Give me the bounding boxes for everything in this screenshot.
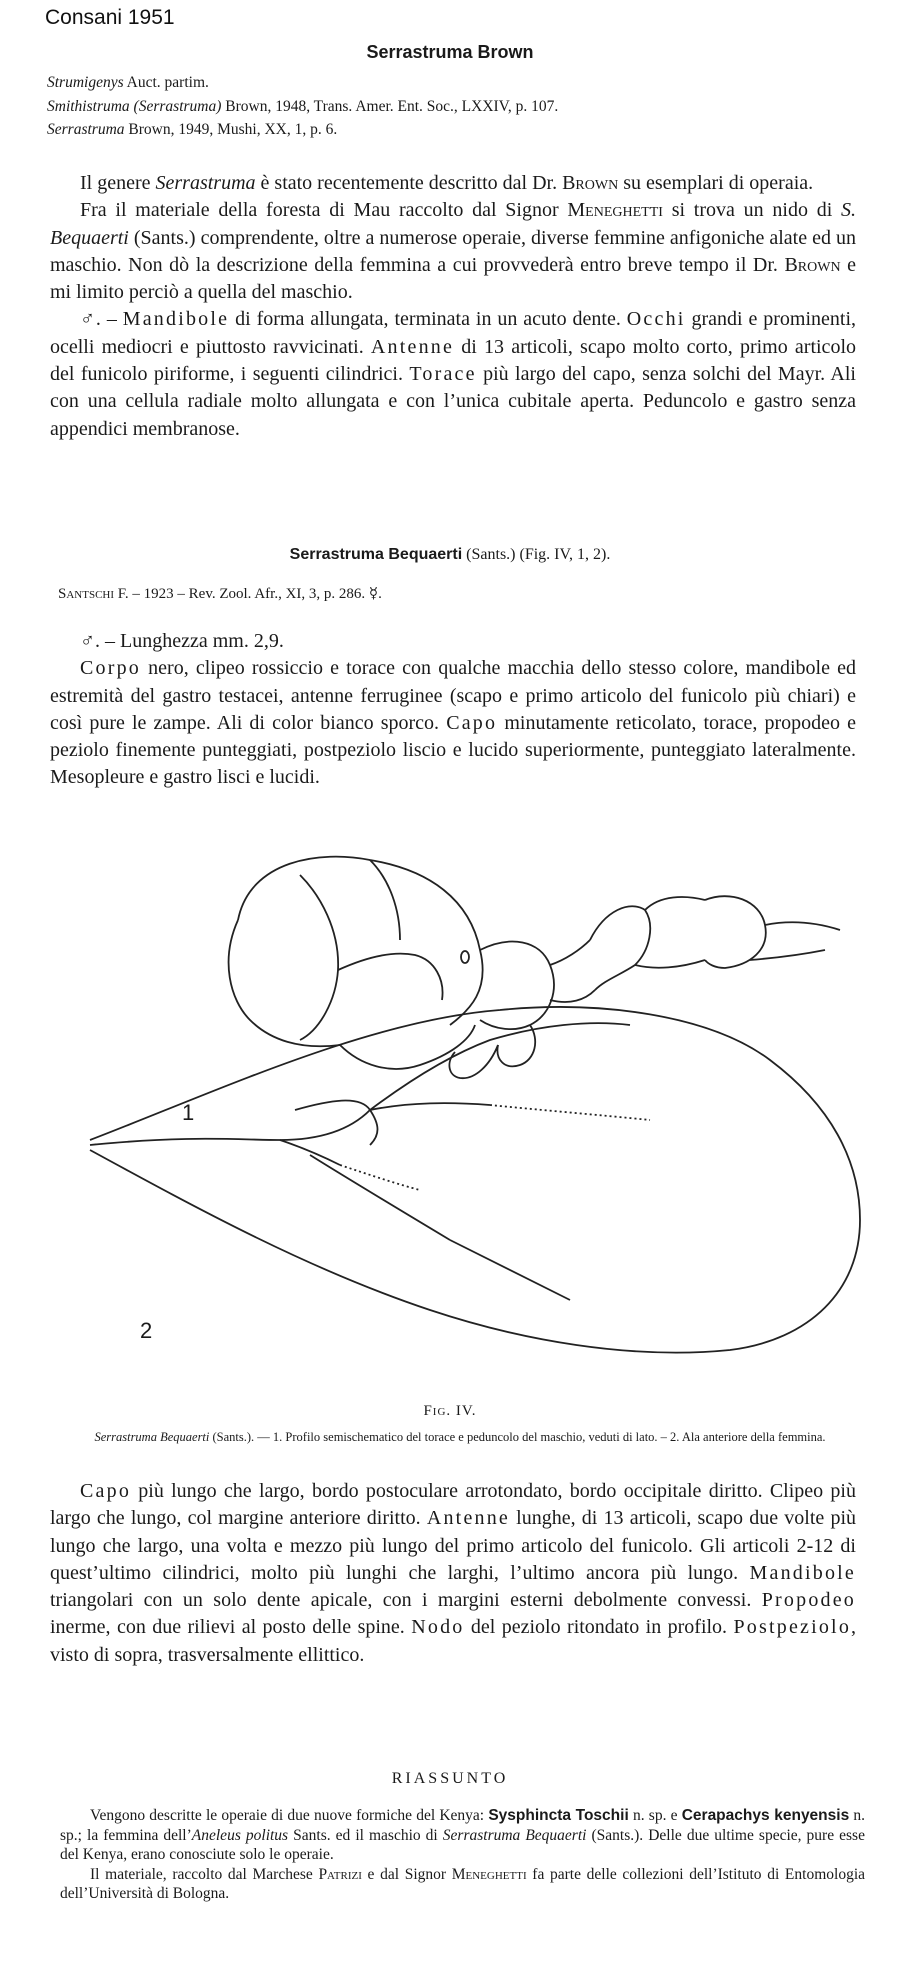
figure-title: Fig. IV.: [423, 1403, 477, 1419]
riassunto-paragraph-1: Vengono descritte le operaie di due nuove formiche del Kenya: Sysphincta Toschii n. sp. e Cerapachys kenyensis n. sp.; la femmina dell’Aneleus politus Sants. ed il maschio di Serrastruma Bequaerti (Sants.). Delle due ultime specie, pure esse del Kenya, erano conosciute solo le operaie.: [60, 1807, 866, 1863]
intro-paragraph-1: Il genere Serrastruma è stato recentemente descritto dal Dr. Brown su esemplari di operaia.: [80, 172, 814, 194]
worker-description: [50, 1478, 856, 1669]
species-reference: Santschi F. – 1923 – Rev. Zool. Afr., XI, 3, p. 286. ☿.: [58, 586, 382, 602]
riassunto-title: RIASSUNTO: [391, 1770, 509, 1787]
species-heading: Serrastruma Bequaerti (Sants.) (Fig. IV, 1, 2).: [289, 546, 611, 563]
source-tag: Consani 1951: [45, 6, 175, 29]
figure-caption: Serrastruma Bequaerti (Sants.). — 1. Profilo semischematico del torace e peduncolo del maschio, veduti di lato. – 2. Ala anteriore della femmina.: [94, 1430, 826, 1444]
thorax-profile-drawing: [229, 857, 840, 1079]
riassunto-body: [60, 1806, 865, 1904]
worker-description-text: Capo più lungo che largo, bordo postoculare arrotondato, bordo occipitale diritto. Clipeo più largo che lungo, col margine anteriore diritto. Antenne lunghe, di 13 articoli, scapo due volte più lungo che largo, una volta e mezzo più lungo del primo articolo del funicolo. Gli articoli 2-12 di quest’ultimo cilindrici, molto più lunghi che larghi, l’ultimo ancora più lungo. Mandibole triangolari con un solo dente apicale, con i margini esterni debolmente convessi. Propodeo inerme, con due rilievi al posto delle spine. Nodo del peziolo ritondato in profilo. Postpeziolo, visto di sopra, trasversalmente ellittico.: [50, 1480, 857, 1666]
genus-title: Serrastruma Brown: [366, 42, 534, 62]
male-length: ♂. – Lunghezza mm. 2,9.: [80, 630, 284, 652]
genus-description: [50, 170, 856, 443]
male-description-text: Corpo nero, clipeo rossiccio e torace con qualche macchia dello stesso colore, mandibole ed estremità del gastro testacei, antenne ferruginee (scapo e primo articolo del funicolo più chiari) e così pure le zampe. Ali di color bianco sporco. Capo minutamente reticolato, torace, propodeo e peziolo finemente punteggiati, postpeziolo liscio e lucido superiormente, punteggiato lateralmente. Mesopleure e gastro lisci e lucidi.: [50, 657, 857, 789]
figure-label-1: 1: [182, 1100, 195, 1125]
riassunto-paragraph-2: Il materiale, raccolto dal Marchese Patrizi e dal Signor Meneghetti fa parte delle collezioni dell’Istituto di Entomologia dell’Università di Bologna.: [60, 1865, 865, 1902]
synonym-line-1: Strumigenys Auct. partim.: [47, 74, 209, 91]
synonym-line-2: Smithistruma (Serrastruma) Brown, 1948, Trans. Amer. Ent. Soc., LXXIV, p. 107.: [47, 98, 559, 115]
wing-drawing: [90, 1007, 860, 1353]
synonym-line-3: Serrastruma Brown, 1949, Mushi, XX, 1, p. 6.: [47, 121, 338, 138]
figure-label-2: 2: [140, 1318, 153, 1343]
intro-paragraph-2: Fra il materiale della foresta di Mau raccolto dal Signor Meneghetti si trova un nido di S. Bequaerti (Sants.) comprendente, oltre a numerose operaie, diverse femmine anfigoniche alate ed un maschio. Non dò la descrizione della femmina a cui provvederà entro breve tempo il Dr. Brown e mi limito perciò a quella del maschio.: [50, 199, 857, 304]
male-description: [50, 628, 856, 792]
male-genus-paragraph: ♂. – Mandibole di forma allungata, terminata in un acuto dente. Occhi grandi e prominenti, ocelli mediocri e piuttosto ravvicinati. Antenne di 13 articoli, scapo molto corto, primo articolo del funicolo piriforme, i seguenti cilindrici. Torace più largo del capo, senza solchi del Mayr. Ali con una cellula radiale molto allungata e con l’unica cubitale aperta. Peduncolo e gastro senza appendici membranose.: [50, 308, 857, 440]
